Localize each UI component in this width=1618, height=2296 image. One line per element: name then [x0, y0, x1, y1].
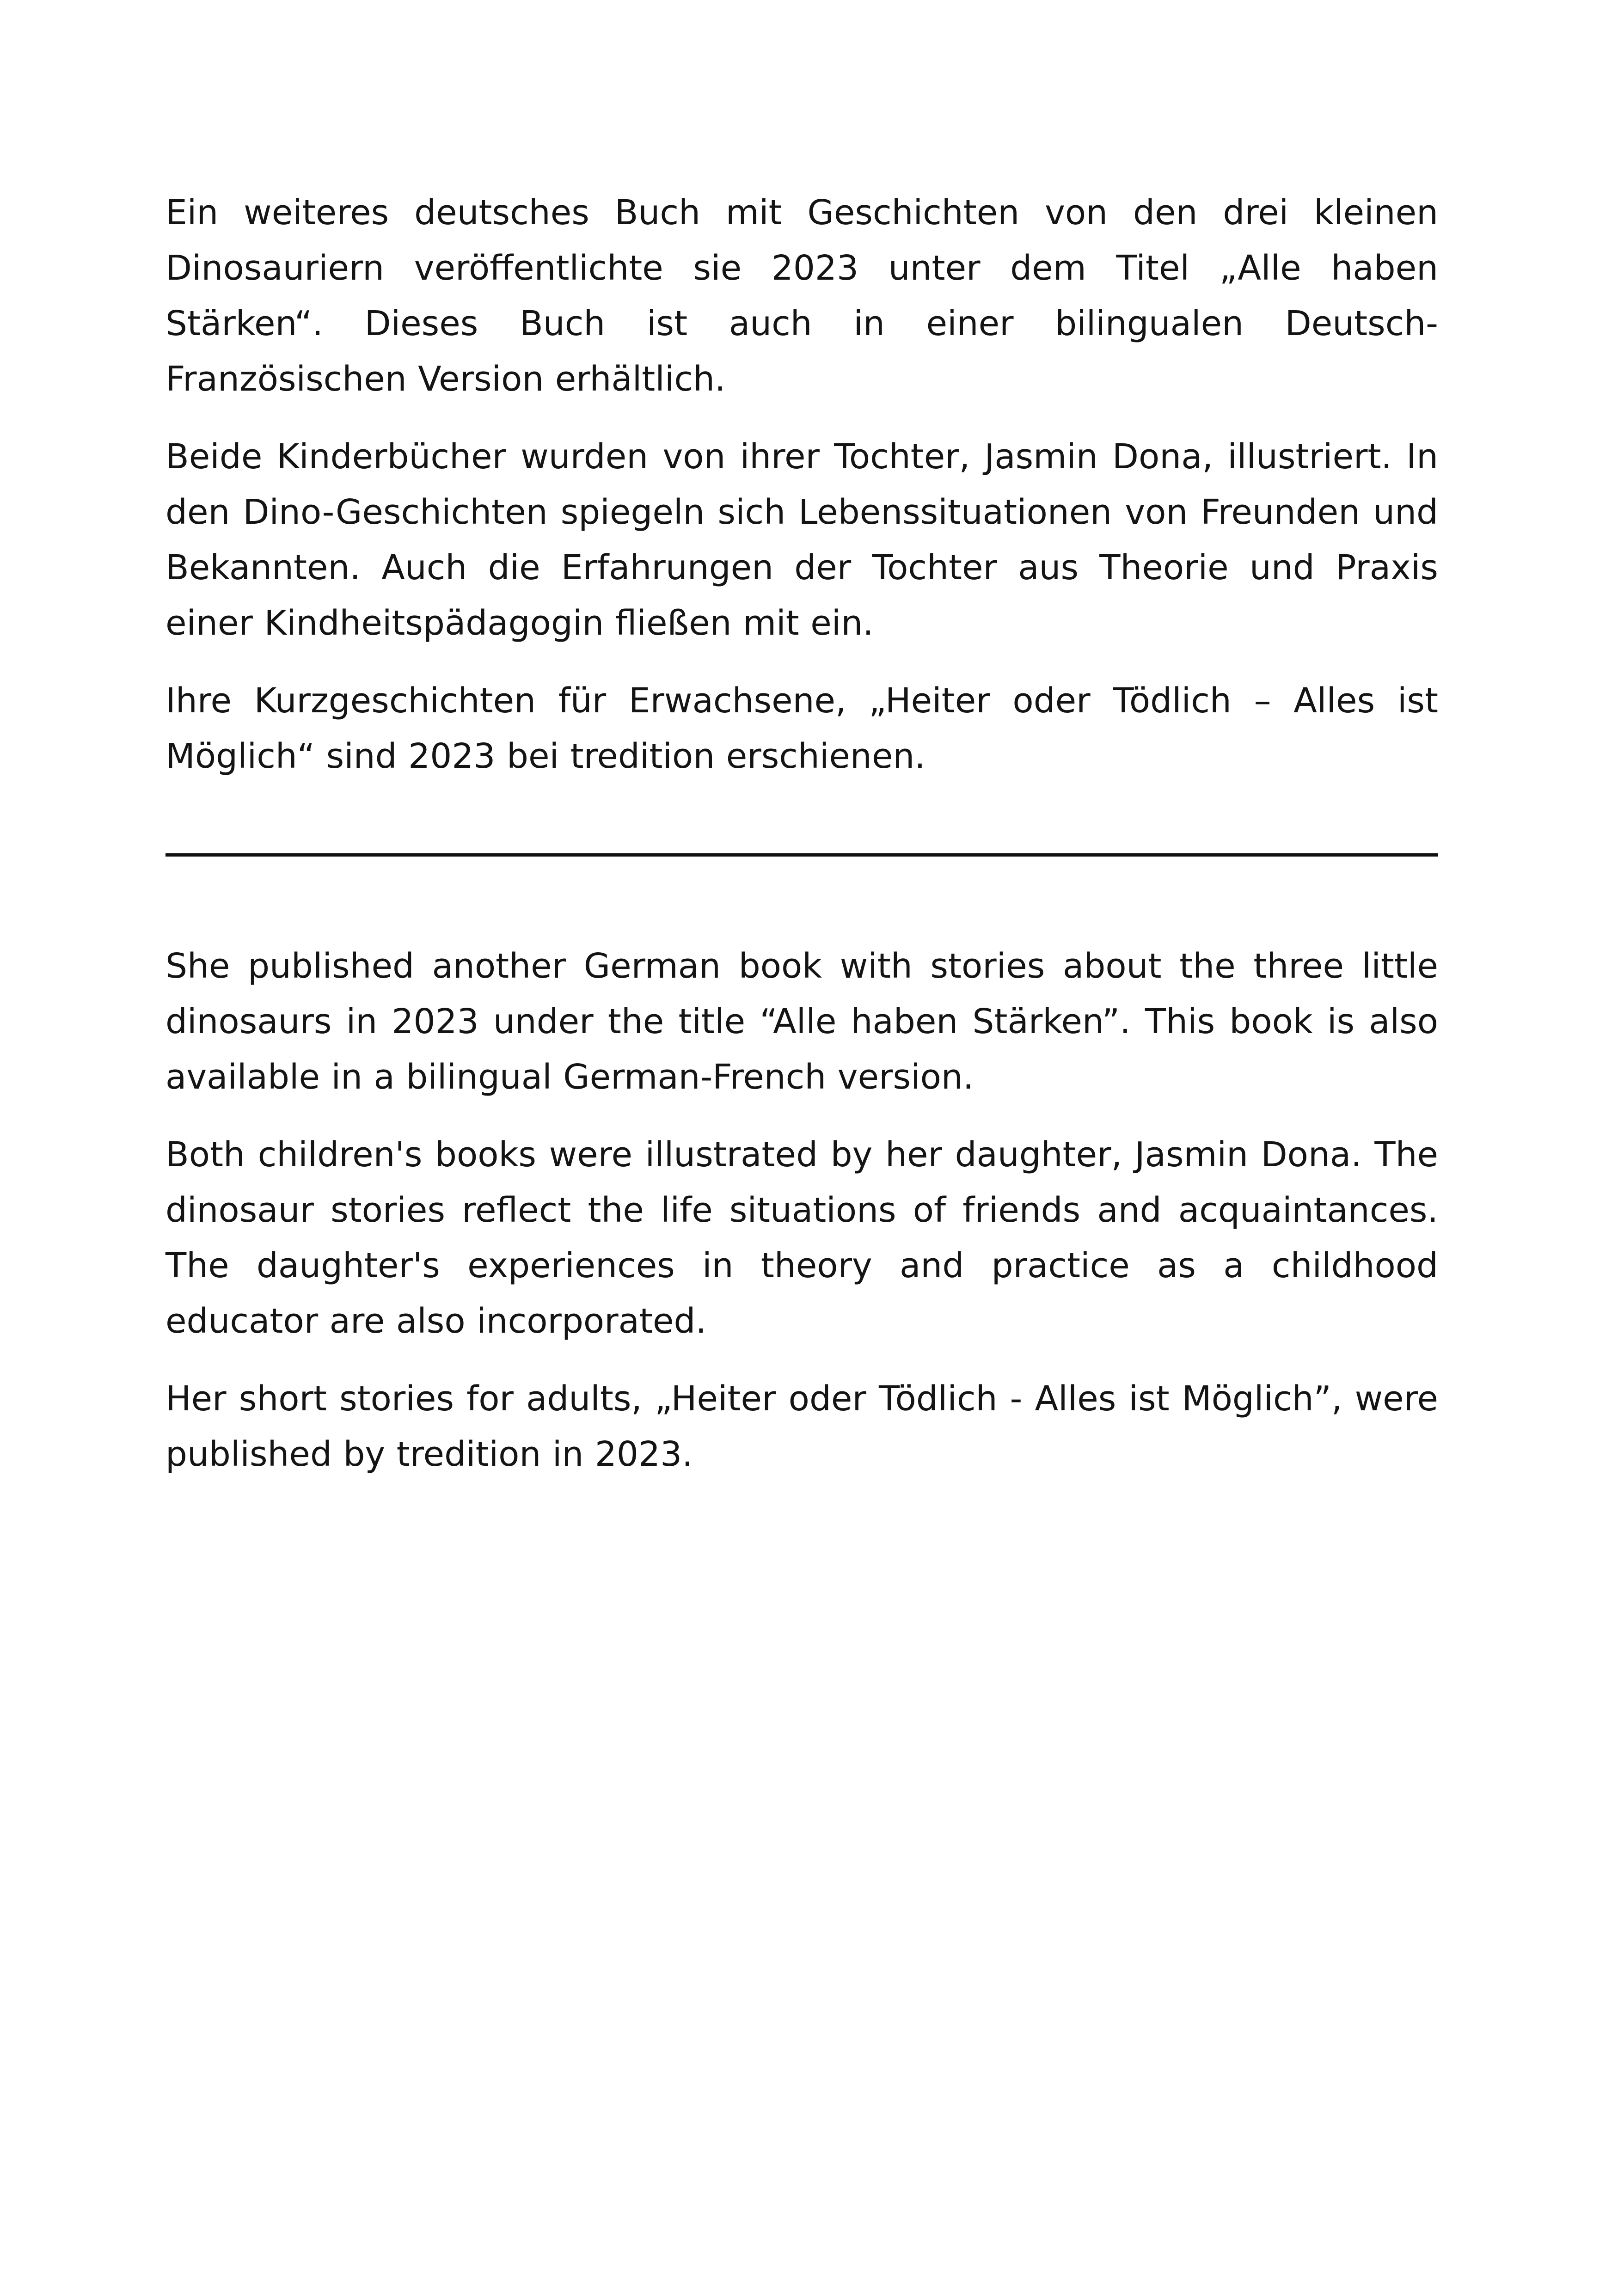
german-paragraph-1: Ein weiteres deutsches Buch mit Geschichten von den drei kleinen Dinosauriern veröffentlichte sie 2023 unter dem Titel „Alle haben Stärken“. Dieses Buch ist auch in einer bilingualen Deutsch-Französischen Version erhältlich.	[165, 193, 1438, 399]
german-paragraph-2: Beide Kinderbücher wurden von ihrer Tochter, Jasmin Dona, illustriert. In den Dino-Geschichten spiegeln sich Lebenssituationen von Freunden und Bekannten. Auch die Erfahrungen der Tochter aus Theorie und Praxis einer Kindheitspädagogin fließen mit ein.	[165, 437, 1438, 643]
english-paragraph-3: Her short stories for adults, „Heiter oder Tödlich - Alles ist Möglich”, were published by tredition in 2023.	[165, 1379, 1438, 1474]
english-paragraph-1: She published another German book with stories about the three little dinosaurs in 2023 under the title “Alle haben Stärken”. This book is also available in a bilingual German-French version.	[165, 946, 1438, 1097]
section-divider	[165, 853, 1438, 857]
english-section	[165, 938, 1438, 1504]
german-section	[165, 185, 1438, 806]
german-paragraph-3: Ihre Kurzgeschichten für Erwachsene, „Heiter oder Tödlich – Alles ist Möglich“ sind 2023 bei tredition erschienen.	[165, 681, 1438, 776]
english-paragraph-2: Both children's books were illustrated by her daughter, Jasmin Dona. The dinosaur stories reflect the life situations of friends and acquaintances. The daughter's experiences in theory and practice as a childhood educator are also incorporated.	[165, 1135, 1438, 1341]
